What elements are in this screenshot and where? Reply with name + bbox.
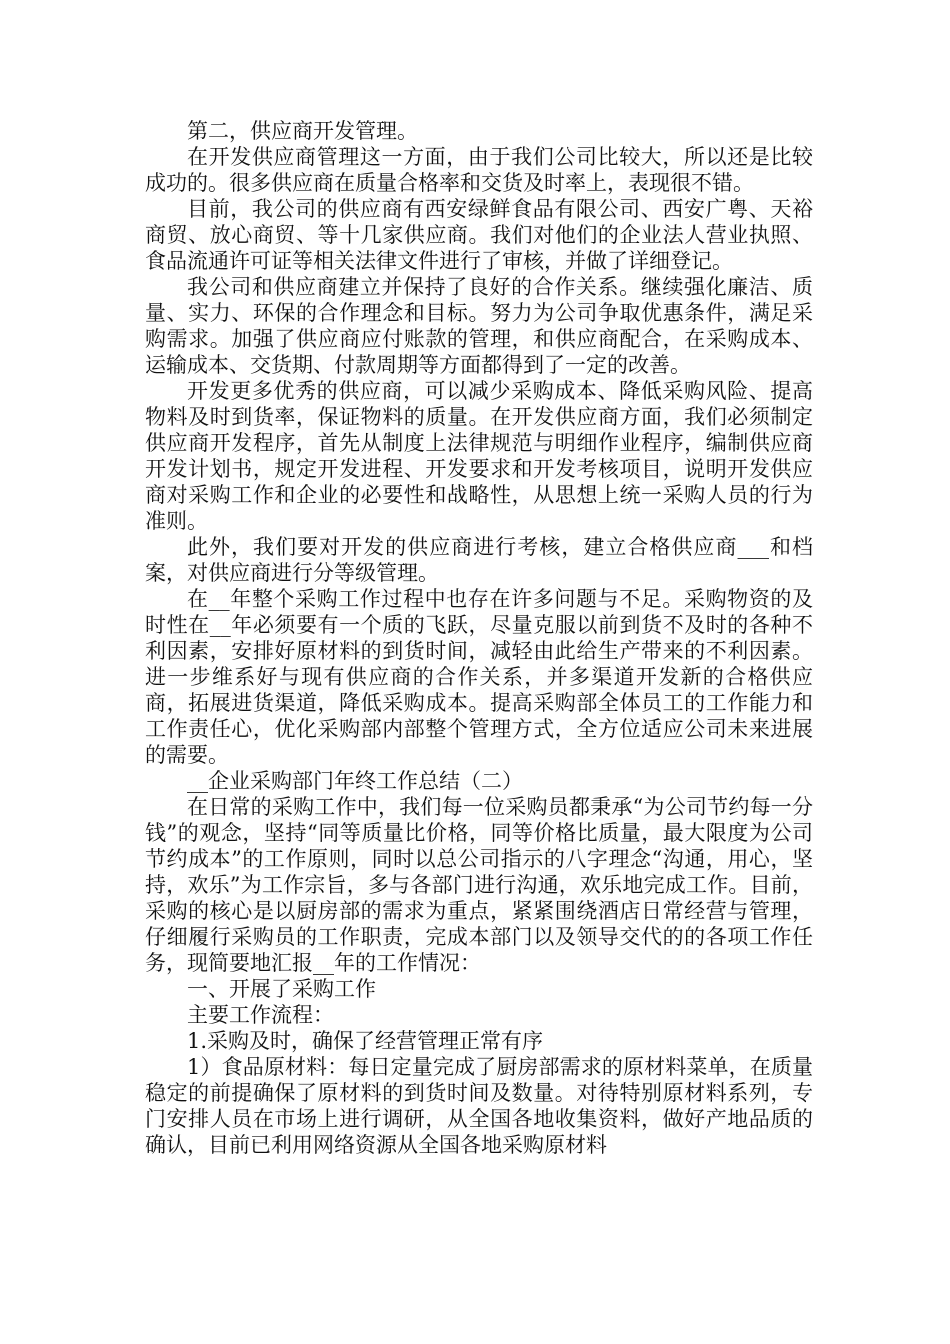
paragraph: 在日常的采购工作中，我们每一位采购员都秉承“为公司节约每一分钱”的观念，坚持“同等质量比价格，同等价格比质量，最大限度为公司节约成本”的工作原则，同时以总公司指示的八字理念“沟通，用心，坚持，欢乐”为工作宗旨，多与各部门进行沟通，欢乐地完成工作。目前，采购的核心是以厨房部的需求为重点，紧紧围绕酒店日常经营与管理，仔细履行采购员的工作职责，完成本部门以及领导交代的的各项工作任务，现简要地汇报__年的工作情况： xyxy=(145,795,813,975)
paragraph: 1）食品原材料：每日定量完成了厨房部需求的原材料菜单，在质量稳定的前提确保了原材料的到货时间及数量。对待特别原材料系列，专门安排人员在市场上进行调研，从全国各地收集资料，做好产地品质的确认，目前已利用网络资源从全国各地采购原材料 xyxy=(145,1055,813,1157)
paragraph: 我公司和供应商建立并保持了良好的合作关系。继续强化廉洁、质量、实力、环保的合作理念和目标。努力为公司争取优惠条件，满足采购需求。加强了供应商应付账款的管理，和供应商配合，在采购成本、运输成本、交货期、付款周期等方面都得到了一定的改善。 xyxy=(145,275,813,377)
section-heading-supplier-development: 第二，供应商开发管理。 xyxy=(187,119,418,143)
paragraph: 开发更多优秀的供应商，可以减少采购成本、降低采购风险、提高物料及时到货率，保证物料的质量。在开发供应商方面，我们必须制定供应商开发程序，首先从制度上法律规范与明细作业程序，编制供应商开发计划书，规定开发进程、开发要求和开发考核项目，说明开发供应商对采购工作和企业的必要性和战略性，从思想上统一采购人员的行为准则。 xyxy=(145,379,813,533)
document-body xyxy=(145,118,813,1158)
paragraph: 目前，我公司的供应商有西安绿鲜食品有限公司、西安广粤、天裕商贸、放心商贸、等十几家供应商。我们对他们的企业法人营业执照、食品流通许可证等相关法律文件进行了审核，并做了详细登记。 xyxy=(145,197,813,273)
paragraph: 在开发供应商管理这一方面，由于我们公司比较大，所以还是比较成功的。很多供应商在质量合格率和交货及时率上，表现很不错。 xyxy=(145,145,813,195)
section-title-year-end-summary: __企业采购部门年终工作总结（二） xyxy=(187,769,523,793)
paragraph: 在__年整个采购工作过程中也存在许多问题与不足。采购物资的及时性在__年必须要有一个质的飞跃，尽量克服以前到货不及时的各种不利因素，安排好原材料的到货时间，减轻由此给生产带来的不利因素。进一步维系好与现有供应商的合作关系，并多渠道开发新的合格供应商，拓展进货渠道，降低采购成本。提高采购部全体员工的工作能力和工作责任心，优化采购部内部整个管理方式，全方位适应公司未来进展的需要。 xyxy=(145,587,813,767)
list-item: 1.采购及时，确保了经营管理正常有序 xyxy=(187,1029,544,1053)
heading-workflow: 主要工作流程： xyxy=(187,1003,334,1027)
heading-procurement-work: 一、开展了采购工作 xyxy=(187,977,376,1001)
paragraph: 此外，我们要对开发的供应商进行考核，建立合格供应商___和档案，对供应商进行分等级管理。 xyxy=(145,535,813,585)
